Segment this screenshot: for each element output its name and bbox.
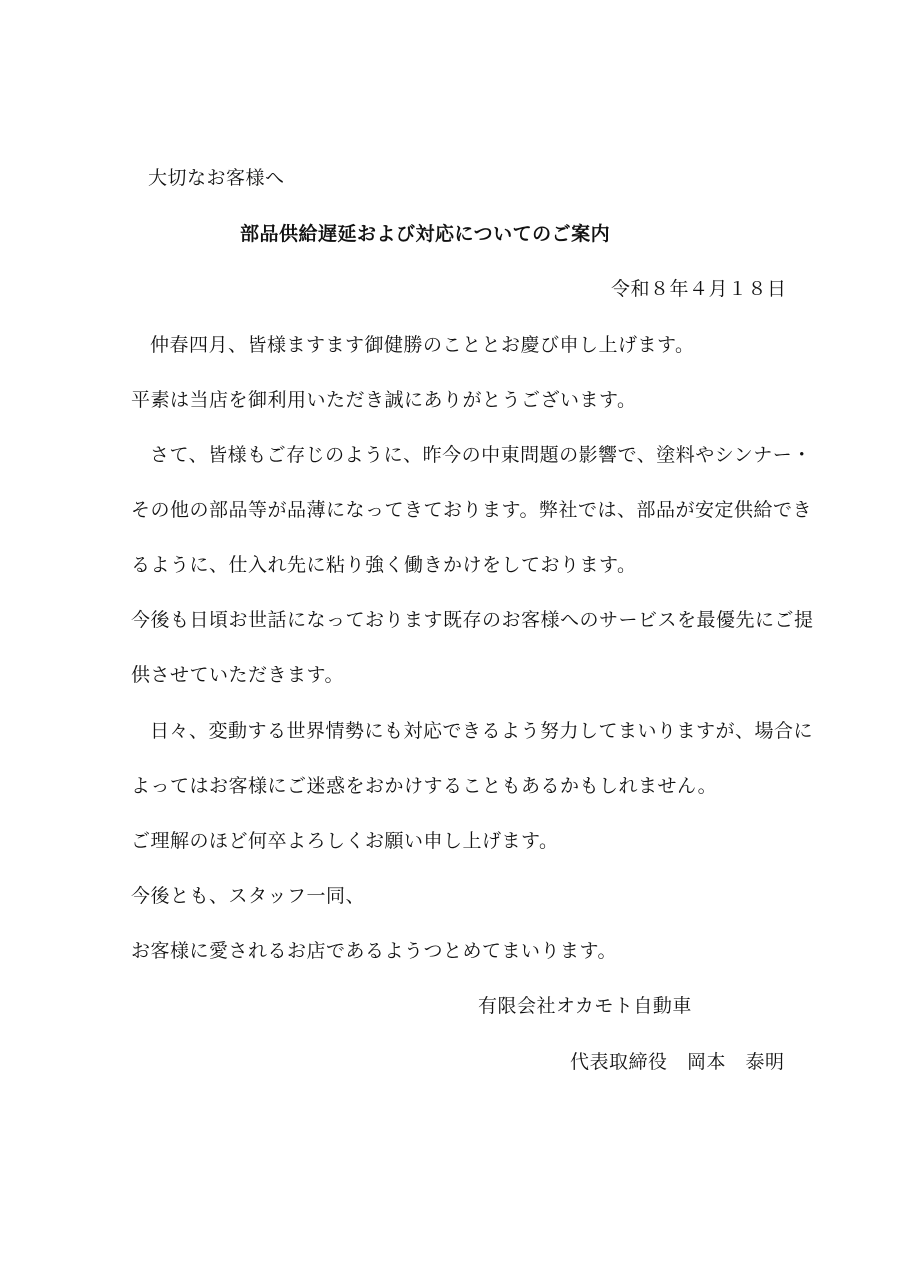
body-line: 平素は当店を御利用いただき誠にありがとうございます。	[131, 389, 637, 411]
body-line: るように、仕入れ先に粘り強く働きかけをしております。	[131, 554, 637, 576]
body-line: ご理解のほど何卒よろしくお願い申し上げます。	[131, 830, 559, 852]
body-line: その他の部品等が品薄になってきております。弊社では、部品が安定供給でき	[131, 499, 812, 521]
body-line: 今後とも、スタッフ一同、	[131, 885, 366, 907]
signatory: 代表取締役 岡本 泰明	[570, 1051, 785, 1073]
body-line: お客様に愛されるお店であるようつとめてまいります。	[131, 940, 617, 962]
body-line: 供させていただきます。	[131, 664, 344, 686]
document-title: 部品供給遅延および対応についてのご案内	[240, 223, 611, 245]
body-line: 日々、変動する世界情勢にも対応できるよう努力してまいりますが、場合に	[150, 720, 814, 742]
salutation: 大切なお客様へ	[148, 167, 285, 189]
body-line: 仲春四月、皆様ますます御健勝のこととお慶び申し上げます。	[150, 334, 695, 356]
document-date: 令和８年４月１８日	[611, 278, 787, 300]
company-name: 有限会社オカモト自動車	[478, 995, 692, 1017]
body-line: よってはお客様にご迷惑をおかけすることもあるかもしれません。	[131, 775, 718, 797]
body-line: さて、皆様もご存じのように、昨今の中東問題の影響で、塗料やシンナー・	[150, 444, 812, 466]
body-line: 今後も日頃お世話になっております既存のお客様へのサービスを最優先にご提	[131, 609, 814, 631]
